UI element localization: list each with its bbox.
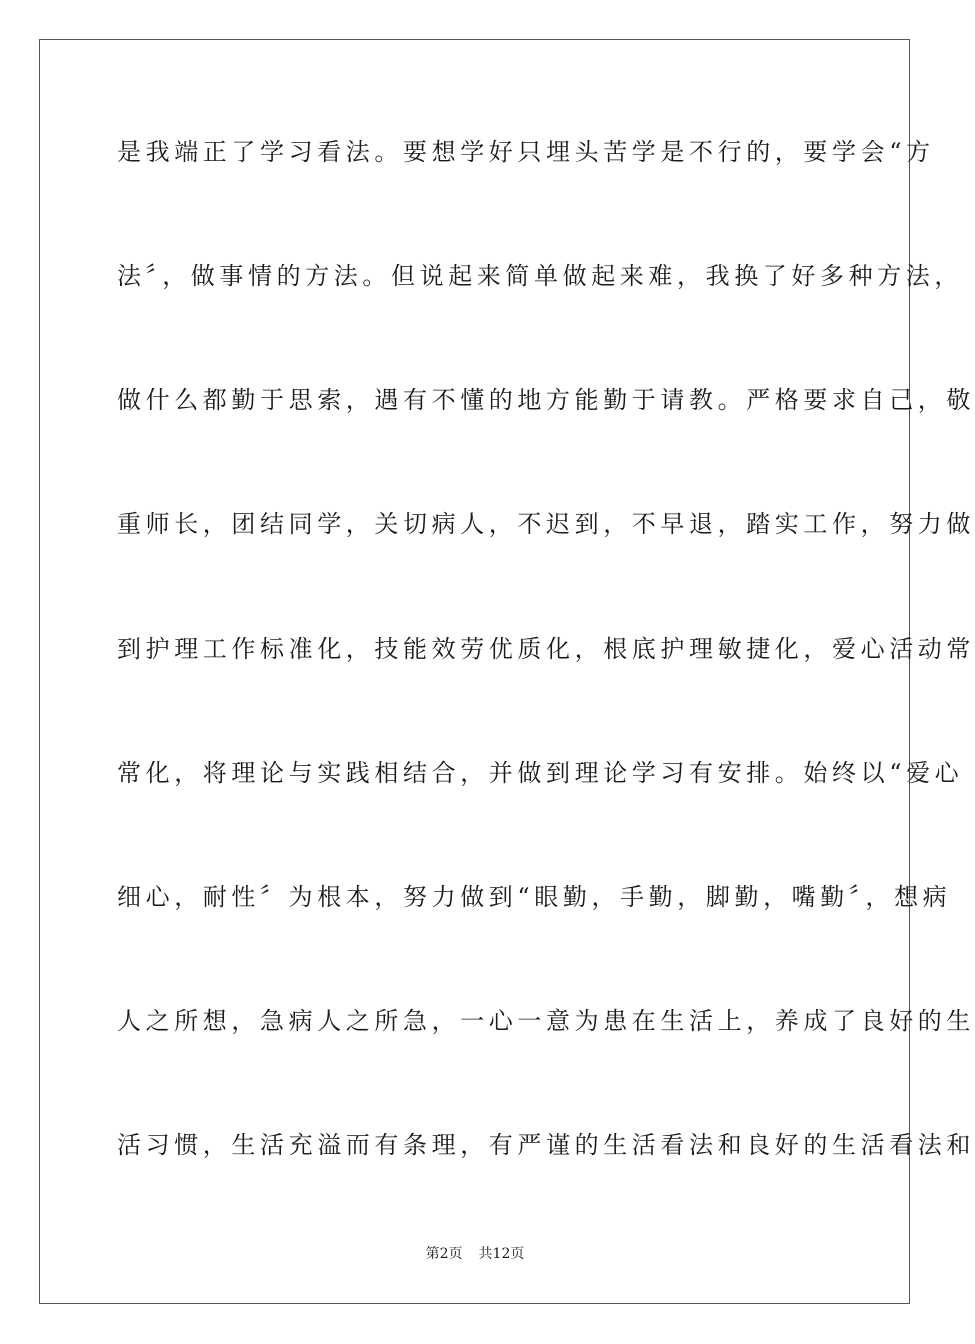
text-line: 重师长，团结同学，关切病人，不迟到，不早退，踏实工作，努力做 <box>117 510 975 538</box>
page-number: 第2页 <box>425 1246 463 1262</box>
text-line: 常化，将理论与实践相结合，并做到理论学习有安排。始终以“爱心 <box>117 759 964 787</box>
page-total: 共12页 <box>478 1246 525 1262</box>
text-line: 人之所想，急病人之所急，一心一意为患在生活上，养成了良好的生 <box>117 1007 975 1035</box>
text-line: 到护理工作标准化，技能效劳优质化，根底护理敏捷化，爱心活动常 <box>117 635 975 663</box>
text-line: 法〞，做事情的方法。但说起来简单做起来难，我换了好多种方法， <box>117 262 963 290</box>
page-footer <box>0 1244 950 1264</box>
text-line: 细心，耐性〞为根本，努力做到“眼勤，手勤，脚勤，嘴勤〞，想病 <box>117 883 952 911</box>
text-line: 做什么都勤于思索，遇有不懂的地方能勤于请教。严格要求自己，敬 <box>117 386 975 414</box>
text-line: 是我端正了学习看法。要想学好只埋头苦学是不行的，要学会“方 <box>117 138 935 166</box>
text-line: 活习惯，生活充溢而有条理，有严谨的生活看法和良好的生活看法和 <box>117 1131 975 1159</box>
page-border <box>39 39 975 1304</box>
